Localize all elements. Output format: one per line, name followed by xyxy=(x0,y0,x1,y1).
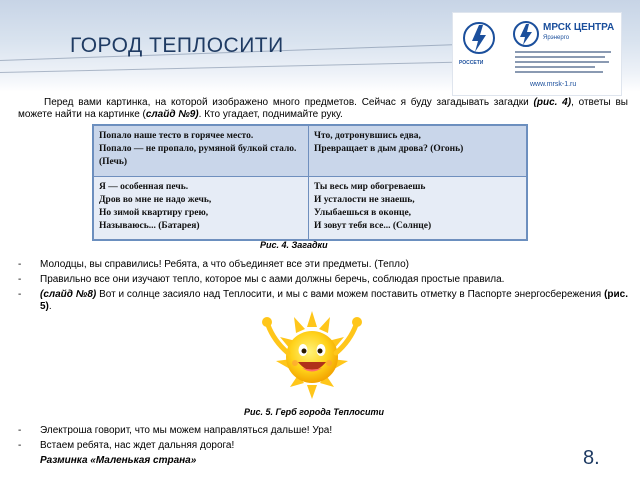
power-line xyxy=(0,62,460,73)
riddle-cell: Что, дотронувшись едва, Превращает в дым дрова? (Огонь) xyxy=(309,126,526,176)
rosseti-logo-text: РОССЕТИ xyxy=(459,60,484,66)
intro-paragraph xyxy=(18,97,628,121)
intro-text: Перед вами картинка, на которой изображено много предметов. Сейчас я буду загадывать загадки xyxy=(44,97,534,108)
bullet-list xyxy=(18,425,628,470)
list-item: - Электроша говорит, что мы можем направляться дальше! Ура! xyxy=(18,425,628,437)
mrsk-logo-subtext: Ярэнерго xyxy=(543,35,570,41)
riddle-cell: Я — особенная печь. Дров во мне не надо жечь, Но зимой квартиру грею, Называюсь... (Батарея) xyxy=(94,177,308,239)
list-item-text: Разминка «Маленькая страна» xyxy=(40,455,197,466)
figure-ref: (рис. 5) xyxy=(40,289,629,312)
list-item: - Встаем ребята, нас ждет дальняя дорога! xyxy=(18,440,628,452)
riddle-cell: Попало наше тесто в горячее место. Попало — не пропало, румяной булкой стало. (Печь) xyxy=(94,126,308,176)
riddles-table xyxy=(92,124,528,241)
figure-4-caption: Рис. 4. Загадки xyxy=(260,240,328,250)
sun-mascot-icon xyxy=(250,305,375,405)
figure-ref: (рис. 4) xyxy=(533,97,572,108)
rosseti-logo-icon xyxy=(462,21,496,61)
mrsk-logo-icon xyxy=(513,21,539,47)
logo-fine-print xyxy=(515,51,615,76)
riddle-cell: Ты весь мир обогреваешь И усталости не знаешь, Улыбаешься в оконце, И зовут тебя все... (Солнце) xyxy=(309,177,526,239)
list-item-text: Вот и солнце засияло над Теплосити, и мы с вами можем поставить отметку в Паспорте энергосбережения xyxy=(96,289,605,300)
page-title: ГОРОД ТЕПЛОСИТИ xyxy=(70,34,284,57)
list-item: - Правильно все они изучают тепло, которое мы с аами должны беречь, соблюдая простые правила. xyxy=(18,274,628,286)
slide-number: 8. xyxy=(583,447,600,469)
figure-5-caption: Рис. 5. Герб города Теплосити xyxy=(244,407,384,417)
intro-text: , ответы вы можете найти на картинке ( xyxy=(18,97,628,120)
list-item-text: . xyxy=(48,301,52,312)
slide-ref: слайд №9) xyxy=(145,109,199,120)
list-item xyxy=(18,455,628,467)
list-item: - Молодцы, вы справились! Ребята, а что объединяет все эти предметы. (Тепло) xyxy=(18,259,628,271)
slide-ref: (слайд №8) xyxy=(40,289,97,300)
logo-panel xyxy=(452,12,622,96)
mrsk-logo-text: МРСК ЦЕНТРА xyxy=(543,22,615,33)
logo-url: www.mrsk-1.ru xyxy=(530,81,577,88)
intro-text: . Кто угадает, поднимайте руку. xyxy=(198,109,343,120)
